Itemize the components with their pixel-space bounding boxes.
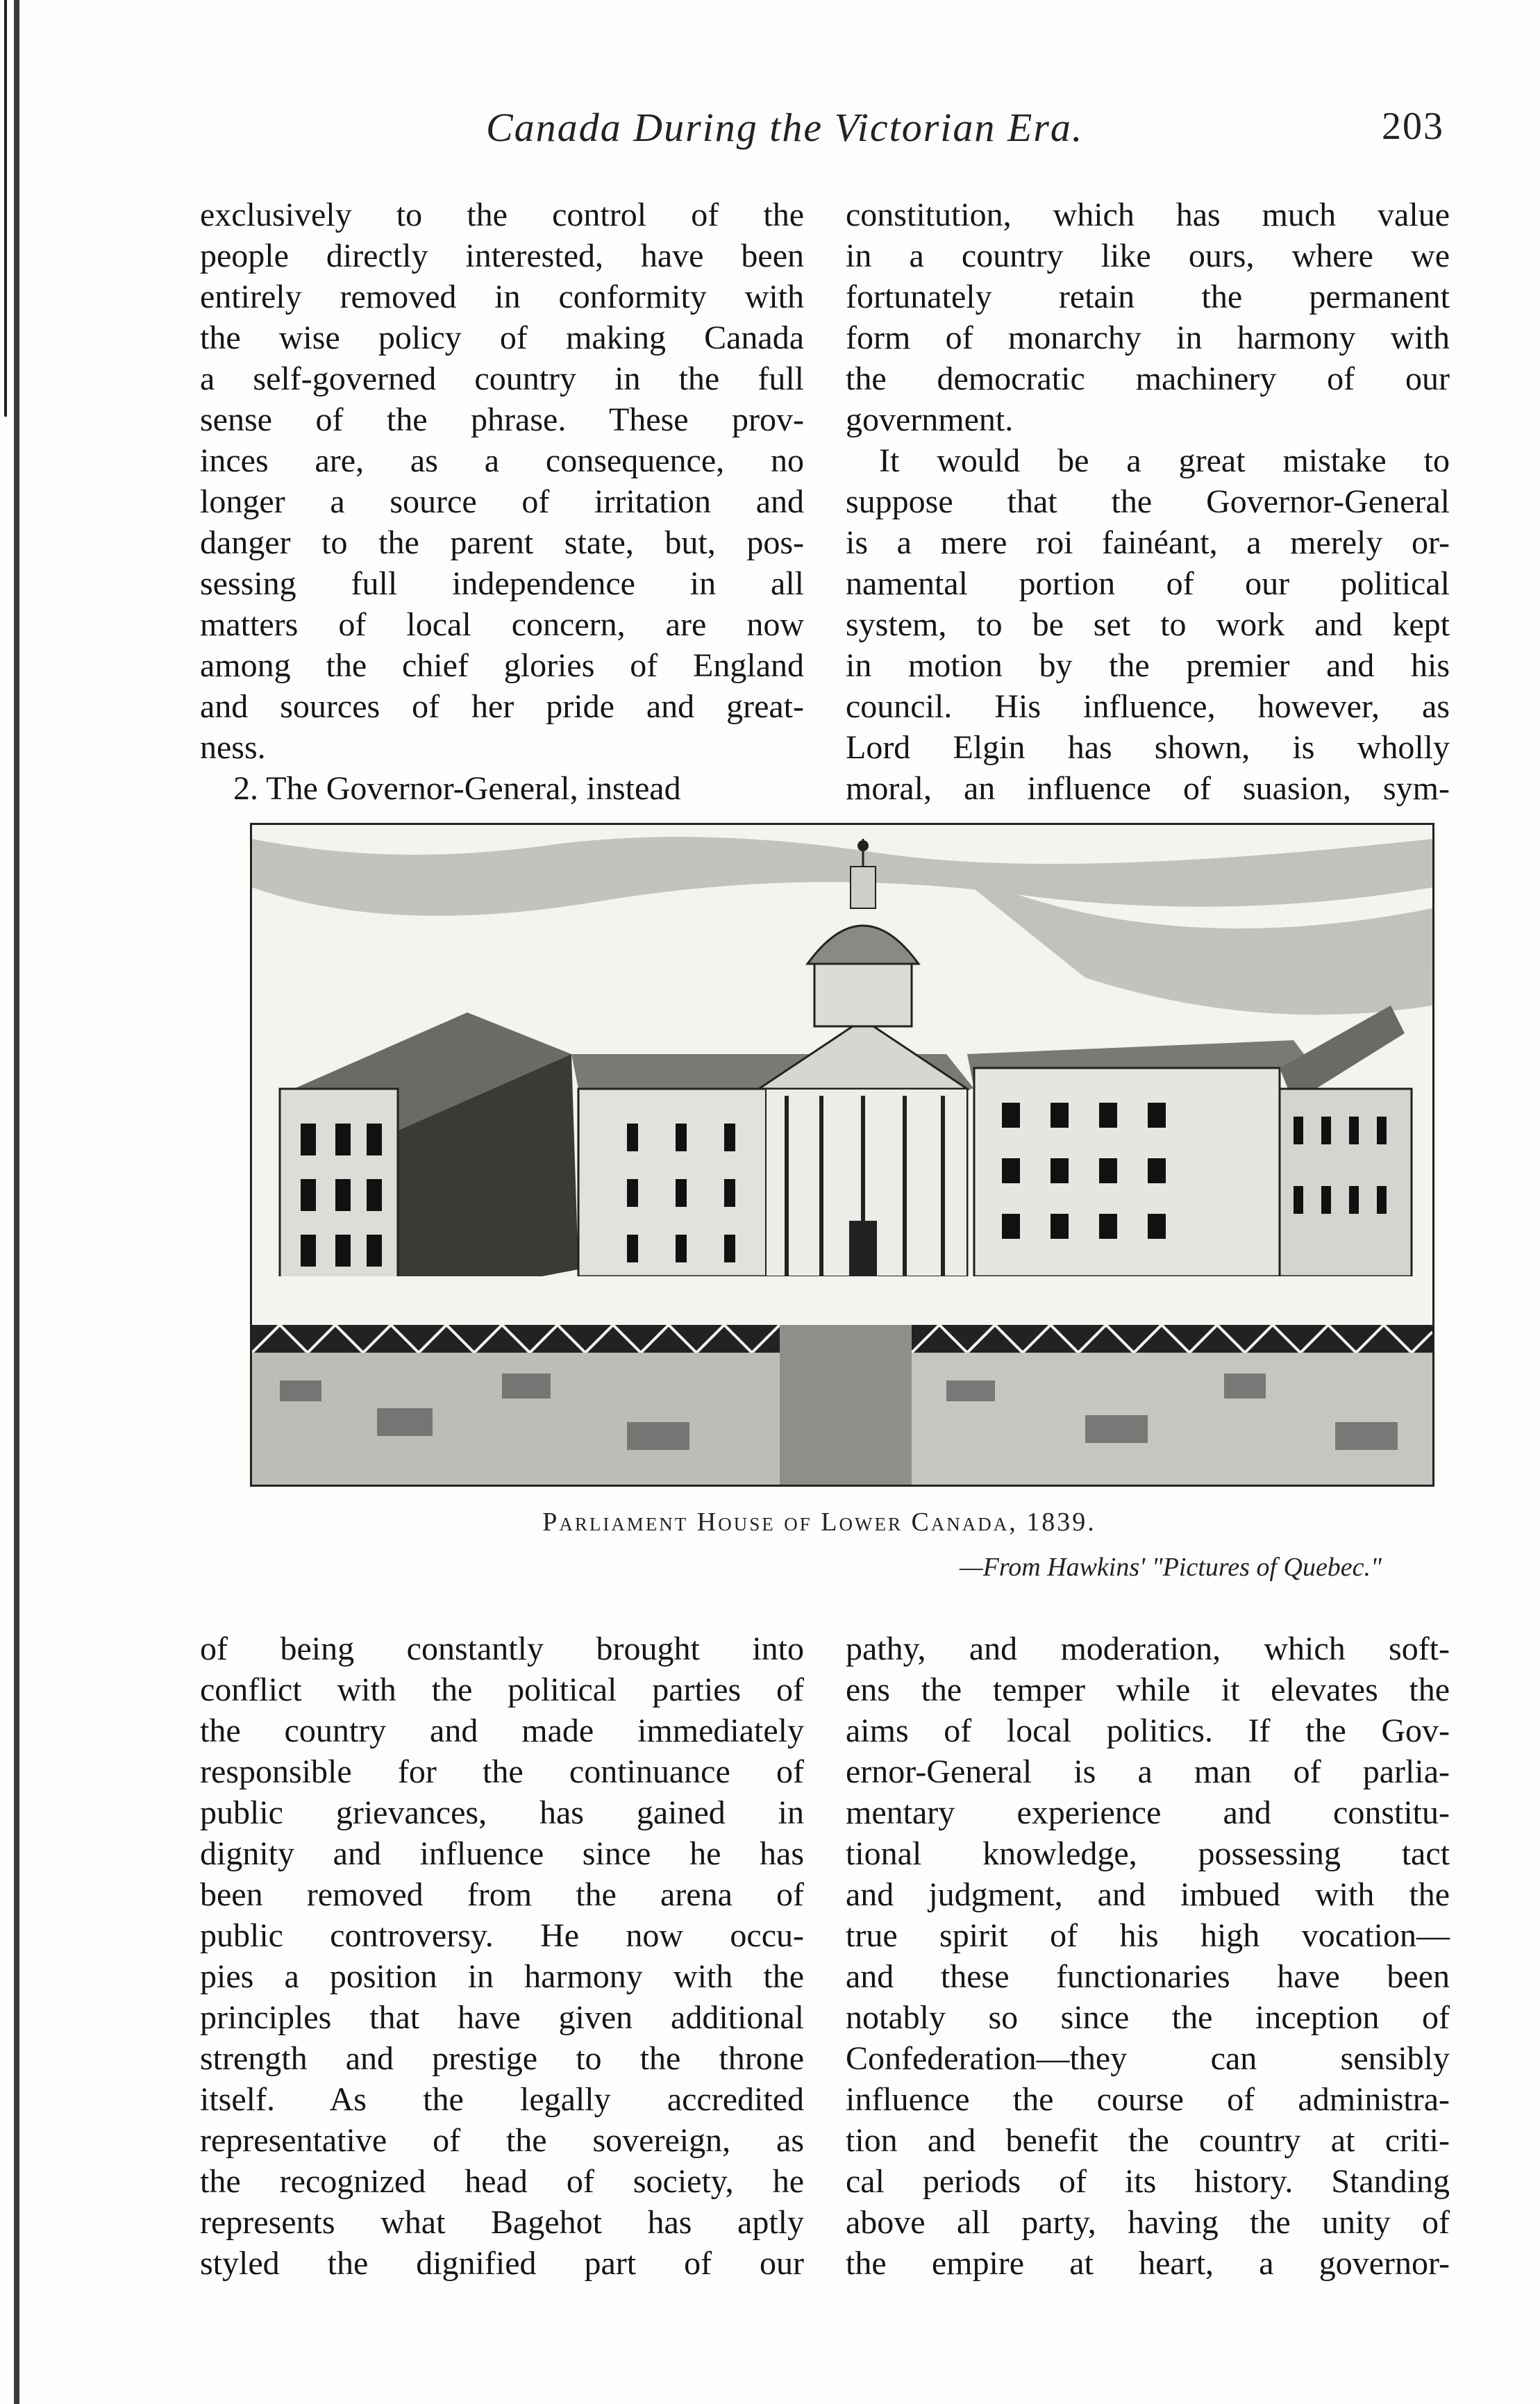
binding-shadow: [14, 0, 19, 2404]
paragraph-constitution: constitution, which has much value in a country like ours, where we fortunately retain the permanent form of monarchy in harmony with the democratic machinery of our: [846, 197, 1450, 397]
binding-edge: [4, 0, 7, 417]
paragraph-mistake: It would be a great mistake to suppose that the Governor-General is a mere roi fainéant, a merely or- namental portion of our political system, to be set to work and kept in motion by the premier and his council. His influence, however, as Lord Elgin has shown, is wholly moral, an influence of suasion, sym-: [846, 442, 1450, 807]
figure-caption: Parliament House of Lower Canada, 1839.: [542, 1508, 1096, 1537]
paragraph-2-start: 2. The Governor-General, instead: [233, 770, 681, 807]
paragraph-continued: exclusively to the control of the people directly interested, have been entirely removed in conformity with the wise policy of making Canada a self-governed country in the full sense of the phrase. These prov- inces are, as a consequence, no longer a source of irritation and danger to the parent state, but, pos- sessing full independence in all matters of local concern, are now among the chief glories of England and sources of her pride and great-: [200, 197, 804, 725]
running-title: Canada During the Victorian Era.: [486, 105, 1084, 150]
paragraph-governor-general: of being constantly brought into conflict with the political parties of the country and made immediately responsible for the continuance of public grievances, has gained in dignity and influence since he has been removed from the arena of public controversy. He now occu- pies a position in harmony with the principles that have given additional strength and prestige to the throne itself. As the legally accredited representative of the sovereign, as the recognized head of society, he represents what Bagehot has aptly styled the dignified part of our: [200, 1630, 804, 2282]
engraving-illustration: [252, 825, 1432, 1485]
page-number: 203: [1382, 105, 1444, 148]
column-upper-right: [846, 194, 1450, 809]
column-lower-left: [200, 1628, 804, 2284]
column-upper-left: [200, 194, 804, 809]
figure-credit: —From Hawkins' "Pictures of Quebec.": [959, 1553, 1382, 1582]
paragraph-influence: pathy, and moderation, which soft- ens the temper while it elevates the aims of local politics. If the Gov- ernor-General is a man of parlia- mentary experience and constitu- tional knowledge, possessing tact and judgment, and imbued with the true spirit of his high vocation— and these functionaries have been notably so since the inception of Confederation—they can sensibly influence the course of administra- tion and benefit the country at criti- cal periods of its history. Standing above all party, having the unity of the empire at heart, a governor-: [846, 1630, 1450, 2282]
column-lower-right: [846, 1628, 1450, 2284]
running-head: [486, 104, 1458, 160]
paragraph-constitution-end: government.: [846, 401, 1014, 438]
engraving-parliament-house: [250, 823, 1434, 1487]
paragraph-continued-end: ness.: [200, 729, 266, 766]
